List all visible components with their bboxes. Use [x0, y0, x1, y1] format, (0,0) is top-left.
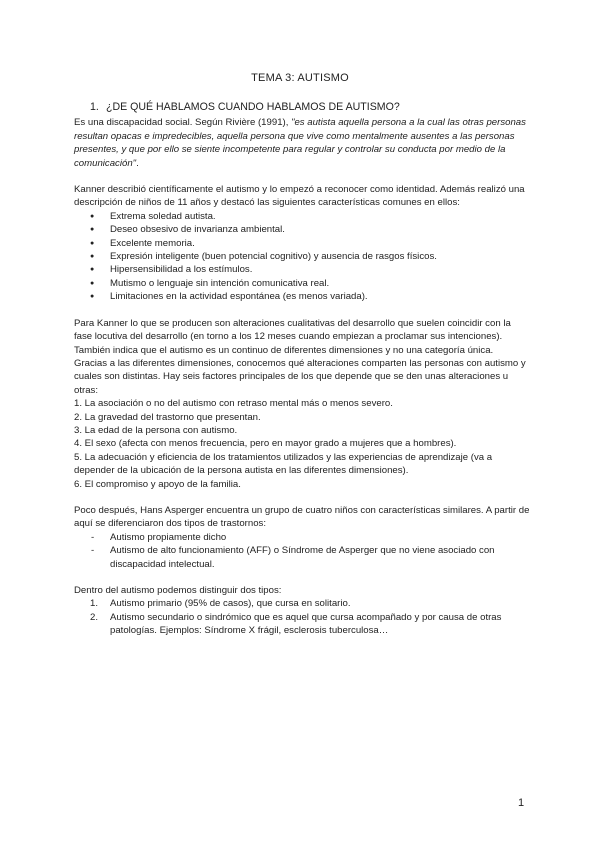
riviere-quote: "es autista aquella persona a la cual las otras personas resultan opacas e impredecibles, aquella persona que vive como mentalmente ausentes a las personas presentes, y que por ello se siente incompetente para regular y controlar su conducta por medio de la comunicación" — [74, 117, 526, 169]
kanner-intro: Kanner describió científicamente el autismo y lo empezó a reconocer como identidad. Además realizó una descripción de niños de 11 años y destacó las siguientes características comunes en ellos: — [74, 184, 525, 209]
asperger-types-list — [74, 531, 530, 571]
list-item: ● Hipersensibilidad a los estímulos. — [74, 263, 530, 276]
list-item: - Autismo de alto funcionamiento (AFF) o Síndrome de Asperger que no viene asociado con discapacidad intelectual. — [74, 544, 530, 571]
dimensions-paragraph: Gracias a las diferentes dimensiones, conocemos qué alteraciones comparten las personas con autismo y cuales son distintas. Hay seis factores principales de los que depende que se den unas alteraciones u otras: — [74, 357, 526, 396]
definition-end: . — [136, 157, 139, 169]
factor-item: 6. El compromiso y apoyo de la familia. — [74, 478, 241, 490]
definition-paragraph — [74, 116, 530, 170]
factor-item: 3. La edad de la persona con autismo. — [74, 424, 238, 436]
factor-item: 4. El sexo (afecta con menos frecuencia, pero en mayor grado a mujeres que a hombres). — [74, 438, 457, 450]
section-number: 1. — [90, 101, 99, 113]
list-item: ● Extrema soledad autista. — [74, 210, 530, 223]
list-item: ● Limitaciones en la actividad espontánea (es menos variada). — [74, 290, 530, 303]
item-text: Autismo primario (95% de casos), que cursa en solitario. — [110, 598, 351, 610]
item-number: 1. — [90, 598, 99, 610]
asperger-intro: Poco después, Hans Asperger encuentra un grupo de cuatro niños con características similares. A partir de aquí se diferenciaron dos tipos de trastornos: — [74, 504, 530, 530]
page-number: 1 — [518, 797, 525, 809]
types-intro: Dentro del autismo podemos distinguir dos tipos: — [74, 585, 282, 596]
autism-types-list — [74, 597, 530, 637]
definition-text: Es una discapacidad social. Según Rivière (1991), — [74, 117, 292, 129]
factor-item: 1. La asociación o no del autismo con retraso mental más o menos severo. — [74, 398, 393, 410]
section-heading — [90, 101, 530, 114]
section-heading-text: ¿DE QUÉ HABLAMOS CUANDO HABLAMOS DE AUTISMO? — [106, 101, 400, 113]
list-item — [74, 597, 530, 610]
factor-item: 5. La adecuación y eficiencia de los tratamientos utilizados y las experiencias de aprendizaje (va a depender de la ubicación de la persona autista en las diferentes dimensiones). — [74, 451, 493, 477]
list-item: - Autismo propiamente dicho — [74, 531, 530, 544]
kanner-paragraph: Para Kanner lo que se producen son alteraciones cualitativas del desarrollo que suelen coincidir con la fase locutiva del desarrollo (en torno a los 12 meses cuando empiezan a proclamar sus intenciones). También indica que el autismo es un continuo de diferentes dimensiones y no una categoría única. — [74, 317, 511, 356]
document-body — [74, 101, 530, 638]
document-title: TEMA 3: AUTISMO — [251, 72, 349, 84]
item-number: 2. — [90, 611, 99, 623]
list-item: ● Expresión inteligente (buen potencial cognitivo) y ausencia de rasgos físicos. — [74, 250, 530, 263]
kanner-characteristics-list — [74, 210, 530, 304]
list-item — [74, 611, 530, 638]
list-item: ● Excelente memoria. — [74, 237, 530, 250]
list-item: ● Deseo obsesivo de invarianza ambiental. — [74, 223, 530, 236]
item-text: Autismo secundario o sindrómico que es aquel que cursa acompañado y por causa de otras patologías. Ejemplos: Síndrome X frágil, esclerosis tuberculosa… — [110, 611, 502, 637]
factor-item: 2. La gravedad del trastorno que presentan. — [74, 411, 261, 423]
list-item: ● Mutismo o lenguaje sin intención comunicativa real. — [74, 277, 530, 290]
